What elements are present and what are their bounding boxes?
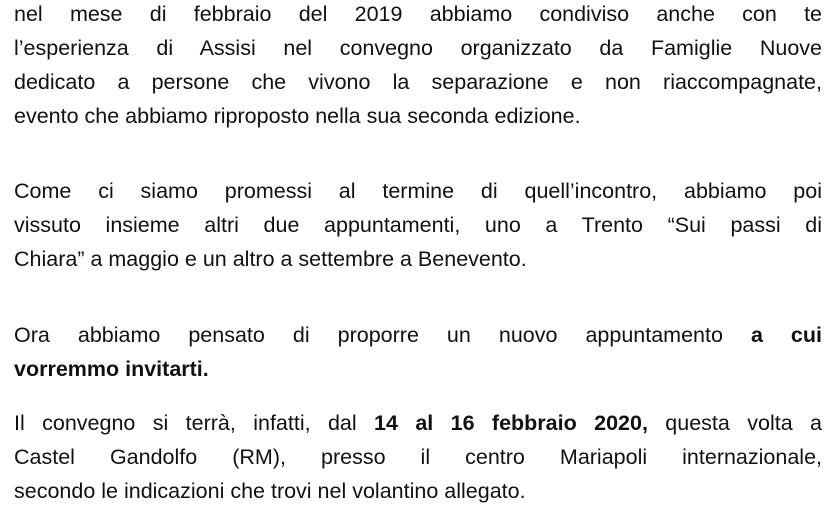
emphasis-invite: vorremmo invitarti. [14, 357, 209, 381]
text-line: nel mese di febbraio del 2019 abbiamo condiviso anche con te [14, 2, 822, 26]
text-line: Come ci siamo promessi al termine di quell’incontro, abbiamo poi [14, 179, 822, 203]
emphasis-dates: 14 al 16 febbraio 2020, [374, 411, 648, 435]
text-line: l’esperienza di Assisi nel convegno organizzato da Famiglie Nuove [14, 36, 822, 60]
text-line [14, 352, 822, 386]
emphasis-invite: a cui [750, 323, 822, 347]
paragraph-convention-details [14, 406, 822, 508]
text-run: Ora abbiamo pensato di proporre un nuovo appuntamento [14, 323, 751, 347]
text-line: evento che abbiamo riproposto nella sua seconda edizione. [14, 104, 581, 128]
text-line: dedicato a persone che vivono la separazione e non riaccompagnate, [14, 70, 822, 94]
text-line [14, 318, 822, 352]
text-line: Chiara” a maggio e un altro a settembre a Benevento. [14, 247, 527, 271]
text-line: Castel Gandolfo (RM), presso il centro Mariapoli internazionale, [14, 445, 822, 469]
paragraph-other-appointments [14, 174, 822, 276]
paragraph-new-appointment [14, 318, 822, 386]
text-line: secondo le indicazioni che trovi nel volantino allegato. [14, 479, 526, 503]
text-line [14, 406, 822, 440]
text-run: questa volta a [647, 411, 822, 435]
paragraph-february-event [14, 0, 822, 133]
text-run: Il convegno si terrà, infatti, dal [14, 411, 375, 435]
text-line: vissuto insieme altri due appuntamenti, uno a Trento “Sui passi di [14, 213, 822, 237]
